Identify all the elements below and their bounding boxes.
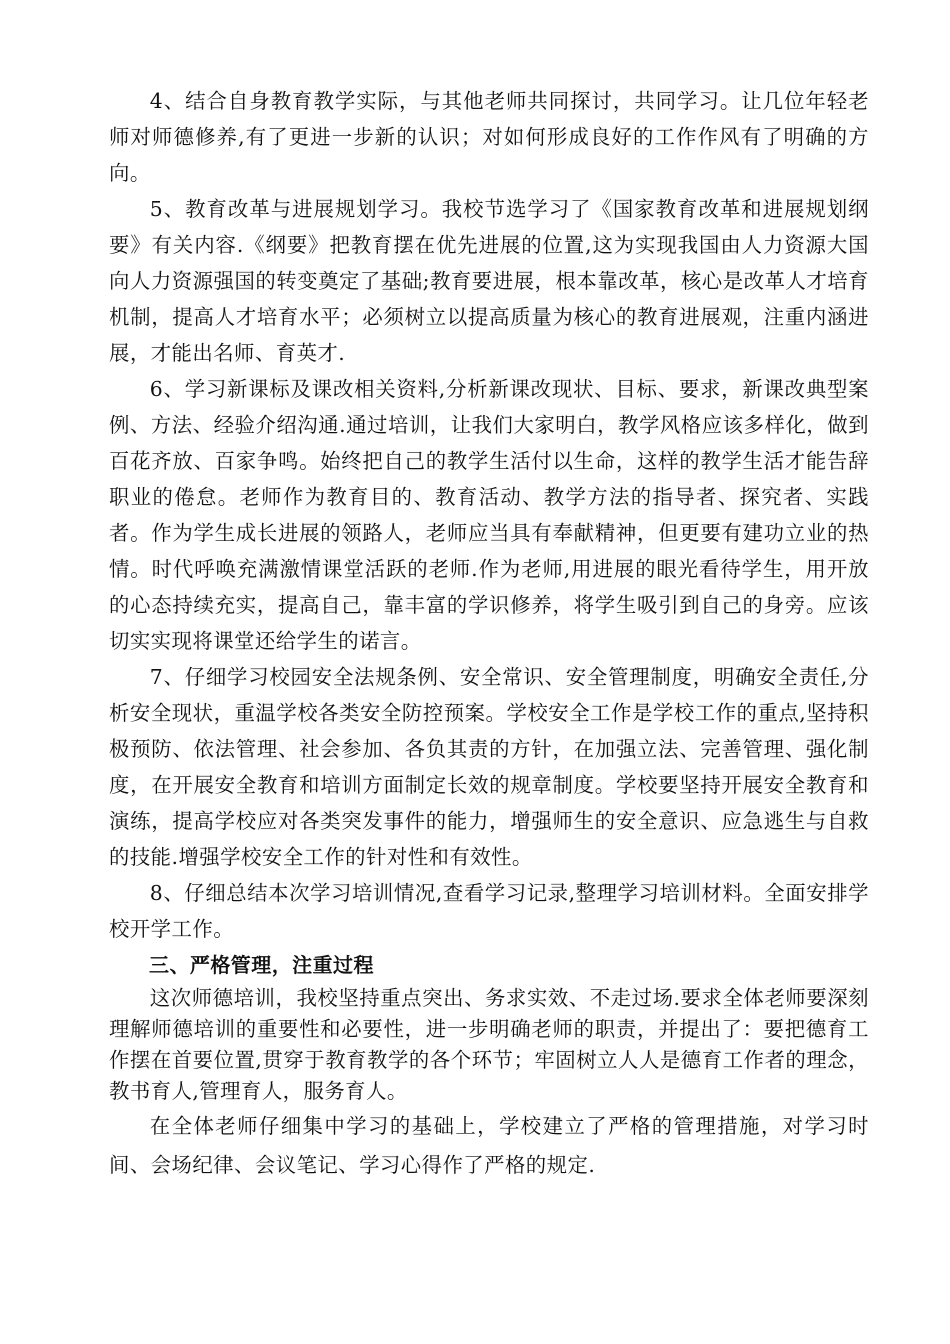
paragraph-item-6: 6、学习新课标及课改相关资料,分析新课改现状、目标、要求，新课改典型案例、方法、经验介绍沟通.通过培训，让我们大家明白，教学风格应该多样化，做到百花齐放、百家争鸣。始终把自己的教学生活付以生命，这样的教学生活才能告辞职业的倦怠。老师作为教育目的、教育活动、教学方法的指导者、探究者、实践者。作为学生成长进展的领路人，老师应当具有奉献精神，但更要有建功立业的热情。时代呼唤充满激情课堂活跃的老师.作为老师,用进展的眼光看待学生，用开放的心态持续充实，提高自己，靠丰富的学识修养，将学生吸引到自己的身旁。应该切实实现将课堂还给学生的诺言。 bbox=[109, 377, 869, 653]
paragraph-management-measures: 在全体老师仔细集中学习的基础上，学校建立了严格的管理措施，对学习时间、会场纪律、会议笔记、学习心得作了严格的规定. bbox=[109, 1114, 869, 1177]
document-page bbox=[109, 83, 869, 1185]
paragraph-item-5: 5、教育改革与进展规划学习。我校节选学习了《国家教育改革和进展规划纲要》有关内容.《纲要》把教育摆在优先进展的位置,这为实现我国由人力资源大国向人力资源强国的转变奠定了基础;教育要进展，根本靠改革，核心是改革人才培育机制，提高人才培育水平；必须树立以提高质量为核心的教育进展观，注重内涵进展，才能出名师、育英才. bbox=[109, 197, 869, 365]
section-heading: 三、严格管理，注重过程 bbox=[149, 953, 374, 977]
paragraph-training-summary: 这次师德培训，我校坚持重点突出、务求实效、不走过场.要求全体老师要深刻理解师德培训的重要性和必要性，进一步明确老师的职责，并提出了：要把德育工作摆在首要位置,贯穿于教育教学的各个环节；牢固树立人人是德育工作者的理念，教书育人,管理育人，服务育人。 bbox=[109, 986, 869, 1103]
paragraph-item-7: 7、仔细学习校园安全法规条例、安全常识、安全管理制度，明确安全责任,分析安全现状，重温学校各类安全防控预案。学校安全工作是学校工作的重点,坚持积极预防、依法管理、社会参加、各负其责的方针，在加强立法、完善管理、强化制度，在开展安全教育和培训方面制定长效的规章制度。学校要坚持开展安全教育和演练，提高学校应对各类突发事件的能力，增强师生的安全意识、应急逃生与自救的技能.增强学校安全工作的针对性和有效性。 bbox=[109, 665, 869, 869]
paragraph-item-8: 8、仔细总结本次学习培训情况,查看学习记录,整理学习培训材料。全面安排学校开学工作。 bbox=[109, 881, 869, 941]
paragraph-item-4: 4、结合自身教育教学实际，与其他老师共同探讨，共同学习。让几位年轻老师对师德修养,有了更进一步新的认识；对如何形成良好的工作作风有了明确的方向。 bbox=[109, 89, 869, 185]
